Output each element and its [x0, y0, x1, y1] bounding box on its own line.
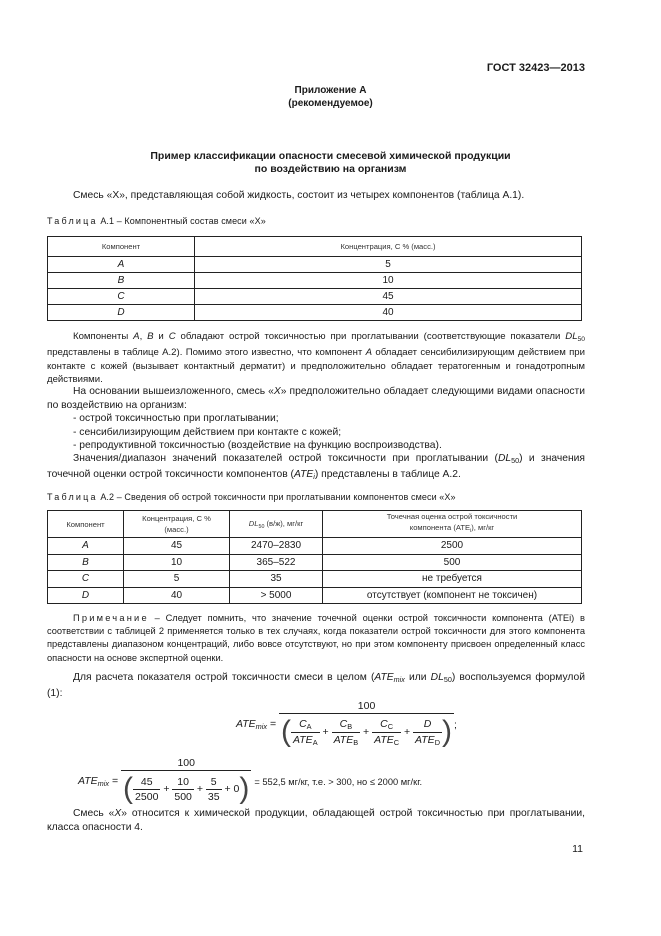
table-row: B 10 365–522 500 — [48, 554, 582, 571]
cell: 10 — [195, 273, 582, 289]
cell: C — [117, 291, 125, 302]
column-header: Концентрация, С % (масс.) — [195, 237, 582, 257]
fraction-term: $\frac{C_B}{ATE_B}$ — [333, 717, 359, 747]
cell: D — [117, 307, 125, 318]
table-row: D 40 > 5000 отсутствует (компонент не токсичен) — [48, 587, 582, 604]
table-row — [48, 273, 582, 289]
heading-line: по воздействию на организм — [254, 163, 407, 175]
appendix-title — [0, 85, 661, 110]
cell: 5 — [195, 257, 582, 273]
standard-number: ГОСТ 32423—2013 — [486, 62, 585, 74]
formula-2: $ATE_{mix}$ = 100 ( $\frac{45}{2500}$ + $\frac{10}{500}$ + $\frac{5}{35}$ + 0) = 552,5 мг/кг, т.е. > 300, но ≤ 2000 мг/кг. — [78, 757, 423, 805]
column-header: $DL_{50}$ (в/ж), мг/кг — [230, 511, 323, 538]
list-item: - сенсибилизирующим действием при контакте с кожей; — [73, 426, 342, 438]
caption-word: Таблица — [47, 216, 98, 226]
list-item: - репродуктивной токсичностью (воздействие на функцию воспроизводства). — [73, 440, 442, 452]
fraction-term: $\frac{D}{ATE_D}$ — [415, 717, 441, 747]
appendix-label: Приложение А — [294, 85, 367, 96]
fraction-term: $\frac{5}{35}$ — [207, 775, 220, 803]
formula-1: $ATE_{mix}$ = 100 ( $\frac{C_A}{ATE_A}$ + $\frac{C_B}{ATE_B}$ + $\frac{C_C}{ATE_C}$ + $\frac{D}{ATE_D}$ ) ; — [236, 700, 457, 748]
caption-text: А.2 – Сведения об острой токсичности при проглатывании компонентов смеси «X» — [100, 492, 456, 502]
formula-intro: Для расчета показателя острой токсичности смеси в целом ($ATE_{mix}$ или $DL_{50}$) воспользуемся формулой (1): — [47, 672, 585, 699]
table-1 — [47, 236, 582, 321]
column-header: Компонент — [48, 237, 195, 257]
table-2 — [47, 510, 582, 604]
table-row: C 5 35 не требуется — [48, 571, 582, 588]
cell: A — [117, 259, 125, 270]
column-header: Точечная оценка острой токсичности компонента $(ATE_i)$, мг/кг — [323, 511, 582, 538]
cell: 40 — [195, 305, 582, 321]
caption-text: А.1 – Компонентный состав смеси «X» — [100, 216, 266, 226]
values-paragraph: Значения/диапазон значений показателей острой токсичности при проглатывании $(DL_{50})$ и значения точечной оценки острой токсичности компонентов $(ATE_i)$ представлены в таблице А.2. — [47, 453, 585, 481]
column-header: Компонент — [48, 511, 124, 538]
list-item: - острой токсичностью при проглатывании; — [73, 413, 279, 424]
table1-caption — [47, 216, 266, 226]
conclusion-paragraph: Смесь «X» относится к химической продукции, обладающей острой токсичностью при проглатывании, класса опасности 4. — [47, 808, 586, 833]
table-row — [48, 257, 582, 273]
components-paragraph: Компоненты A, B и C обладают острой токсичностью при проглатывании (соответствующие показатели $DL_{50}$ представлены в таблице А.2). Помимо этого известно, что компонент A обладает сенсибилизирующим действием при контакте с кожей (вызывает контактный дерматит) и предположительно обладает тератогенным и гонадотропным действиями. — [47, 331, 586, 386]
page-number: 11 — [572, 843, 583, 855]
heading-line: Пример классификации опасности смесевой химической продукции — [150, 150, 511, 162]
section-heading — [0, 150, 661, 176]
fraction-term: $\frac{10}{500}$ — [174, 775, 192, 803]
caption-word: Таблица — [47, 492, 98, 502]
hazard-list — [73, 412, 442, 453]
cell: B — [117, 275, 125, 286]
fraction-term: $\frac{45}{2500}$ — [135, 775, 159, 803]
column-header: Концентрация, С % (масс.) — [124, 511, 230, 538]
appendix-status: (рекомендуемое) — [288, 97, 373, 109]
table2-caption — [47, 492, 456, 502]
fraction-term: $\frac{C_A}{ATE_A}$ — [293, 717, 318, 747]
formula-result: = 552,5 мг/кг, т.е. > 300, но ≤ 2000 мг/кг. — [254, 776, 423, 787]
fraction-term: $\frac{C_C}{ATE_C}$ — [374, 717, 400, 747]
table-row — [48, 289, 582, 305]
intro-paragraph: Смесь «X», представляющая собой жидкость, состоит из четырех компонентов (таблица А.1). — [73, 190, 525, 201]
cell: 45 — [195, 289, 582, 305]
note: Примечание – Следует помнить, что значение точечной оценки острой токсичности компонента (ATEi) в соответствии с таблицей 2 применяется только в тех случаях, когда показатели острой токсичности для этого компонента представлены диапазоном концентраций, либо вовсе отсутствуют, но при этом компоненту присвоен определенный класс опасности на основе экспертной оценки. — [47, 613, 585, 663]
table-row — [48, 305, 582, 321]
table-row: A 45 2470–2830 2500 — [48, 538, 582, 555]
hazards-paragraph: На основании вышеизложенного, смесь «X» предположительно обладает следующими видами опасности по воздействию на организм: — [47, 386, 586, 411]
